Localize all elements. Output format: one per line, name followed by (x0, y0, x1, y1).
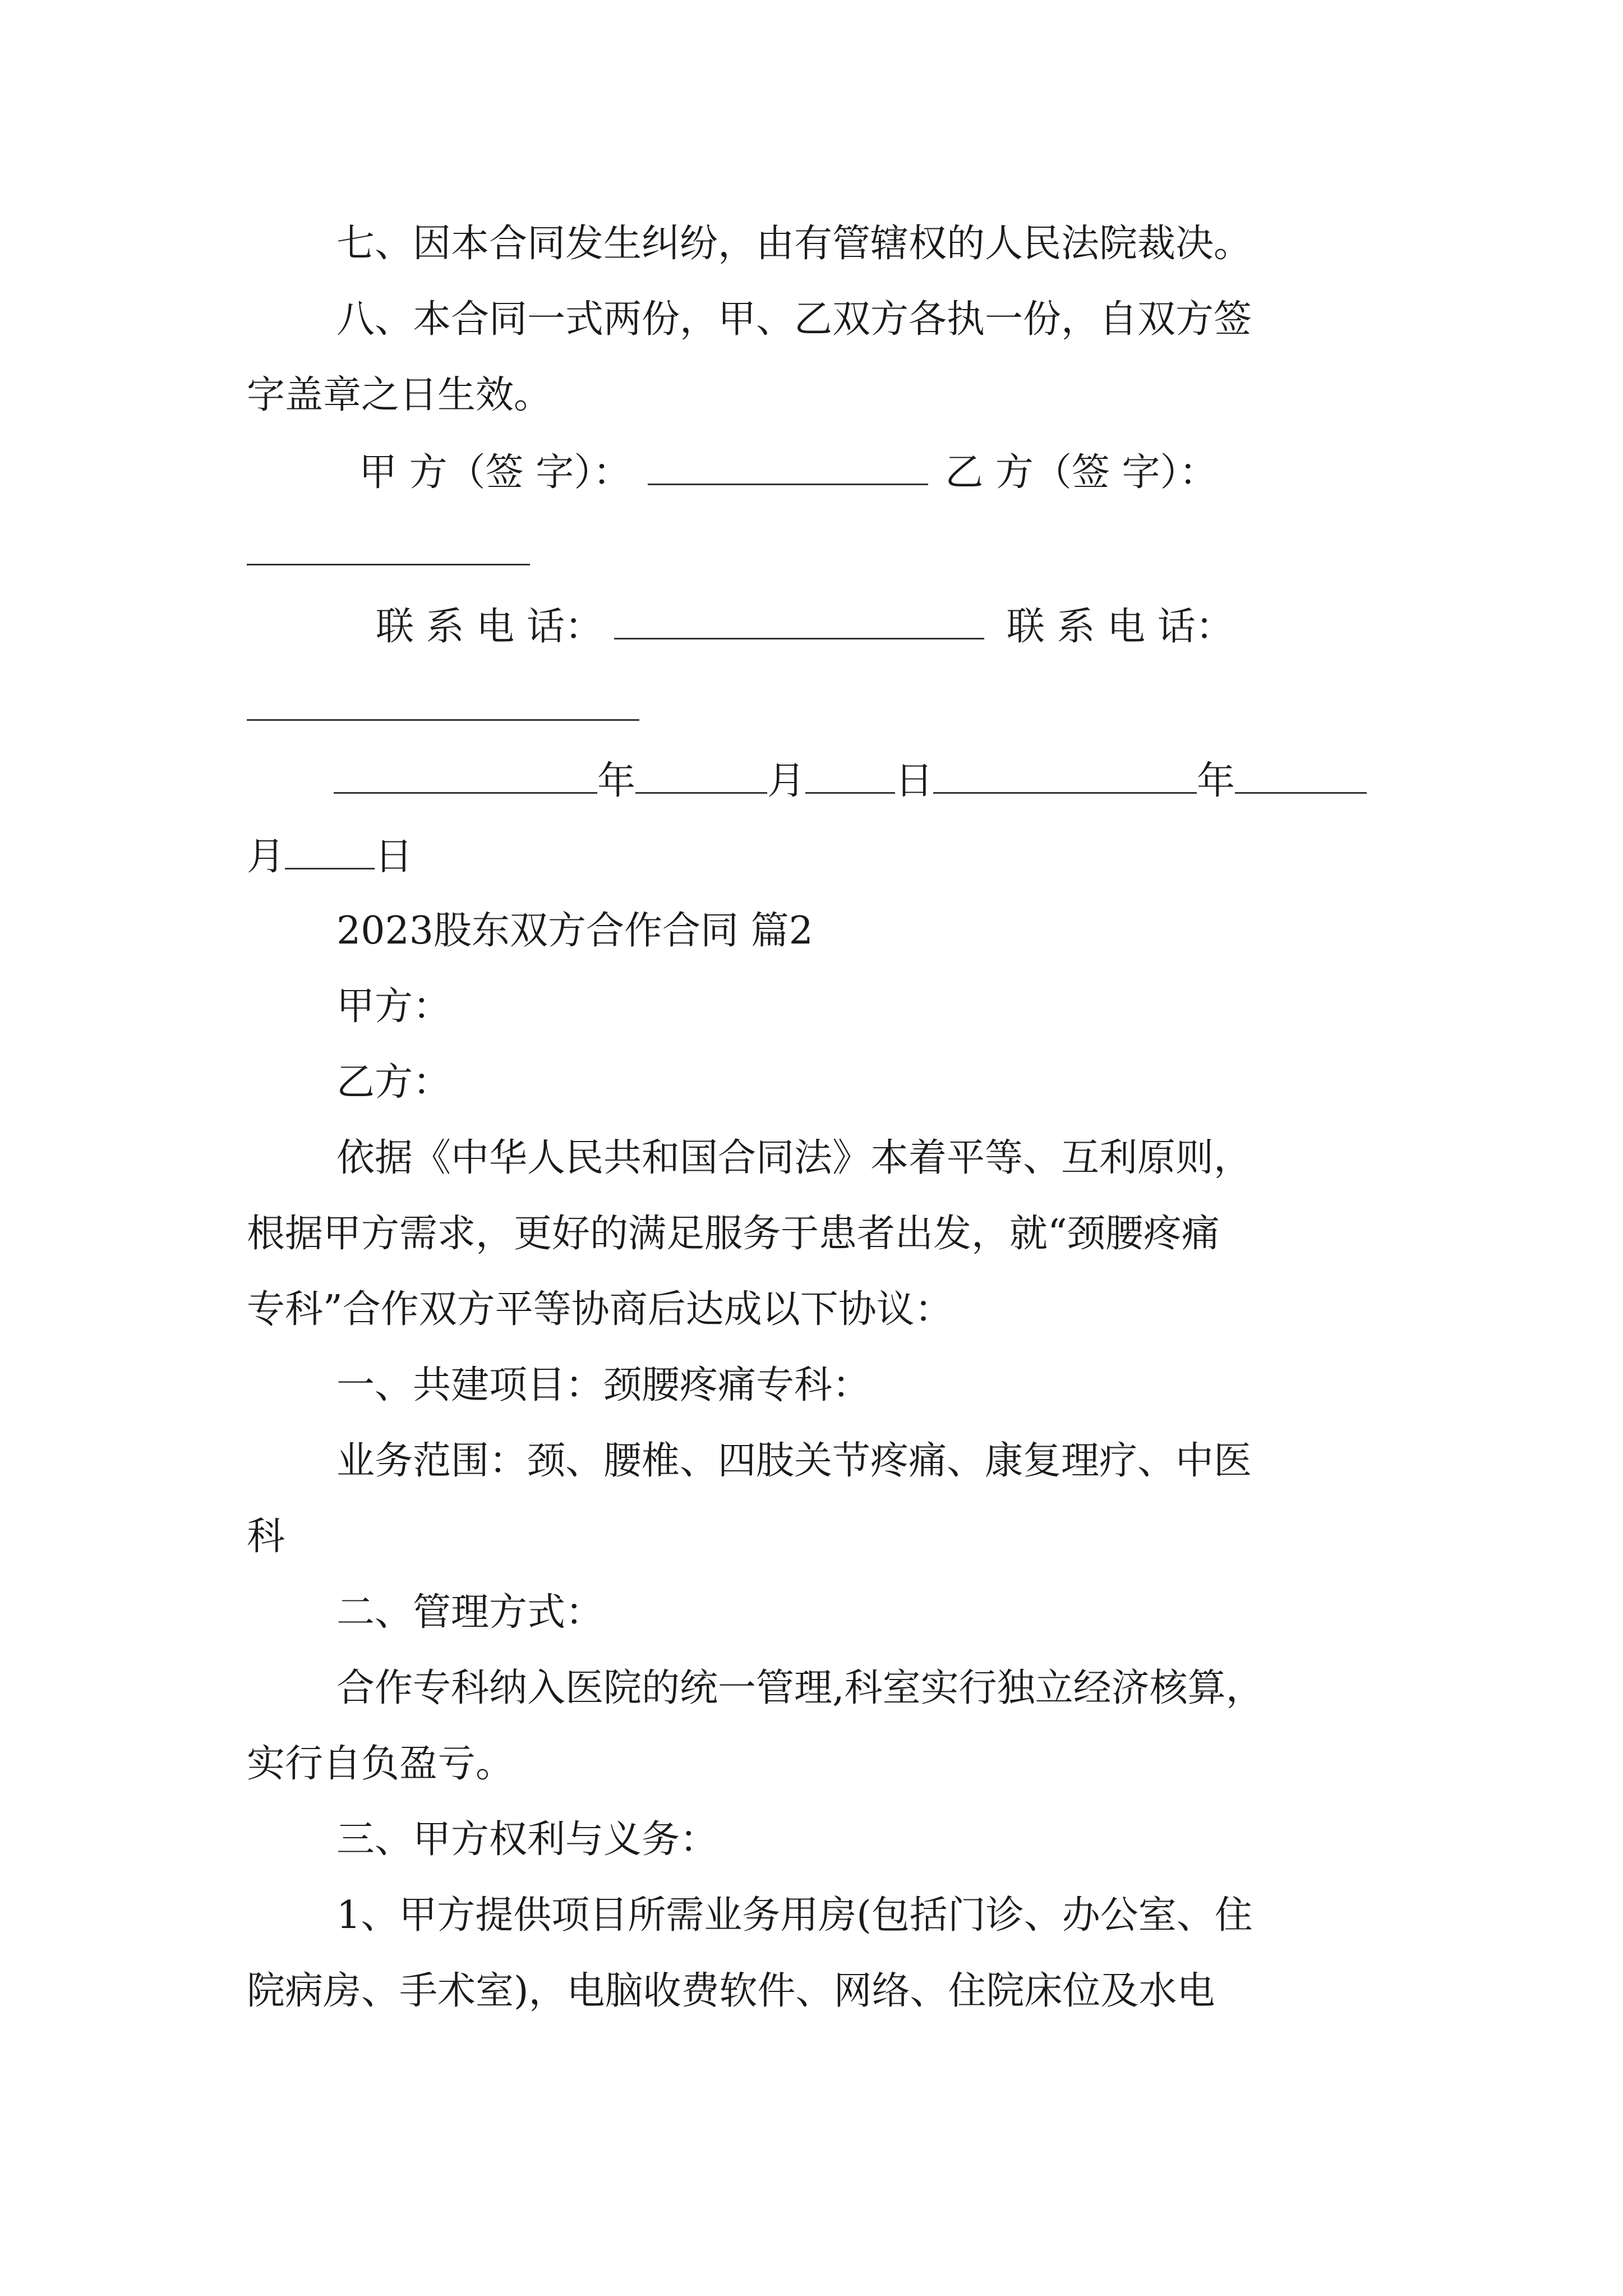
section-one-scope-line1: 业务范围：颈、腰椎、四肢关节疼痛、康复理疗、中医 (336, 1439, 1252, 1483)
party-b-sign-blank[interactable] (247, 564, 530, 565)
section-two-heading: 二、管理方式： (336, 1590, 604, 1635)
year-label-b: 年 (1197, 759, 1235, 803)
section-one-scope-line2: 科 (247, 1515, 285, 1559)
preamble-line2: 根据甲方需求，更好的满足服务于患者出发，就“颈腰疼痛 (247, 1212, 1220, 1256)
party-b-phone-blank[interactable] (247, 719, 639, 721)
signature-row (247, 443, 1391, 499)
day-label: 日 (895, 759, 934, 803)
section-three-item1-line2: 院病房、手术室)，电脑收费软件、网络、住院床位及水电 (247, 1969, 1215, 2013)
party-a-day-blank[interactable] (805, 752, 895, 794)
clause-eight-line2: 字盖章之日生效。 (247, 373, 552, 417)
section-two-line2: 实行自负盈亏。 (247, 1742, 514, 1786)
section-title: 2023股东双方合作合同 篇2 (336, 909, 813, 953)
party-a-phone-blank[interactable] (614, 597, 984, 639)
phone-row (247, 597, 1391, 654)
year-label: 年 (597, 759, 636, 803)
party-a-label: 甲方： (336, 984, 451, 1029)
party-b-month-blank[interactable] (1235, 752, 1367, 794)
date-row (247, 752, 1391, 808)
preamble-line1: 依据《中华人民共和国合同法》本着平等、互利原则， (336, 1136, 1252, 1180)
party-a-phone-label: 联 系 电 话： (376, 605, 603, 649)
section-two-line1: 合作专科纳入医院的统一管理,科室实行独立经济核算， (336, 1666, 1264, 1710)
section-three-heading: 三、甲方权利与义务： (336, 1818, 718, 1862)
section-one-heading: 一、共建项目：颈腰疼痛专科： (336, 1363, 871, 1407)
party-b-label: 乙方： (336, 1060, 451, 1105)
party-a-sign-blank[interactable] (648, 443, 928, 485)
clause-seven: 七、因本合同发生纠纷，由有管辖权的人民法院裁决。 (336, 222, 1252, 266)
party-b-sign-label: 乙 方（签 字）： (945, 450, 1218, 495)
party-b-year-blank[interactable] (933, 752, 1197, 794)
party-a-month-blank[interactable] (635, 752, 767, 794)
party-a-year-blank[interactable] (334, 752, 597, 794)
day-label-b: 日 (375, 835, 413, 879)
month-label-b: 月 (247, 835, 285, 879)
party-b-phone-label: 联 系 电 话： (1006, 605, 1234, 649)
month-label: 月 (767, 759, 806, 803)
clause-eight-line1: 八、本合同一式两份，甲、乙双方各执一份，自双方签 (336, 297, 1252, 342)
date-row-cont (247, 827, 1391, 884)
party-a-sign-label: 甲 方（签 字）： (359, 450, 631, 495)
preamble-line3: 专科”合作双方平等协商后达成以下协议： (247, 1287, 953, 1332)
section-three-item1-line1: 1、甲方提供项目所需业务用房(包括门诊、办公室、住 (336, 1893, 1253, 1938)
party-b-day-blank[interactable] (285, 827, 375, 869)
